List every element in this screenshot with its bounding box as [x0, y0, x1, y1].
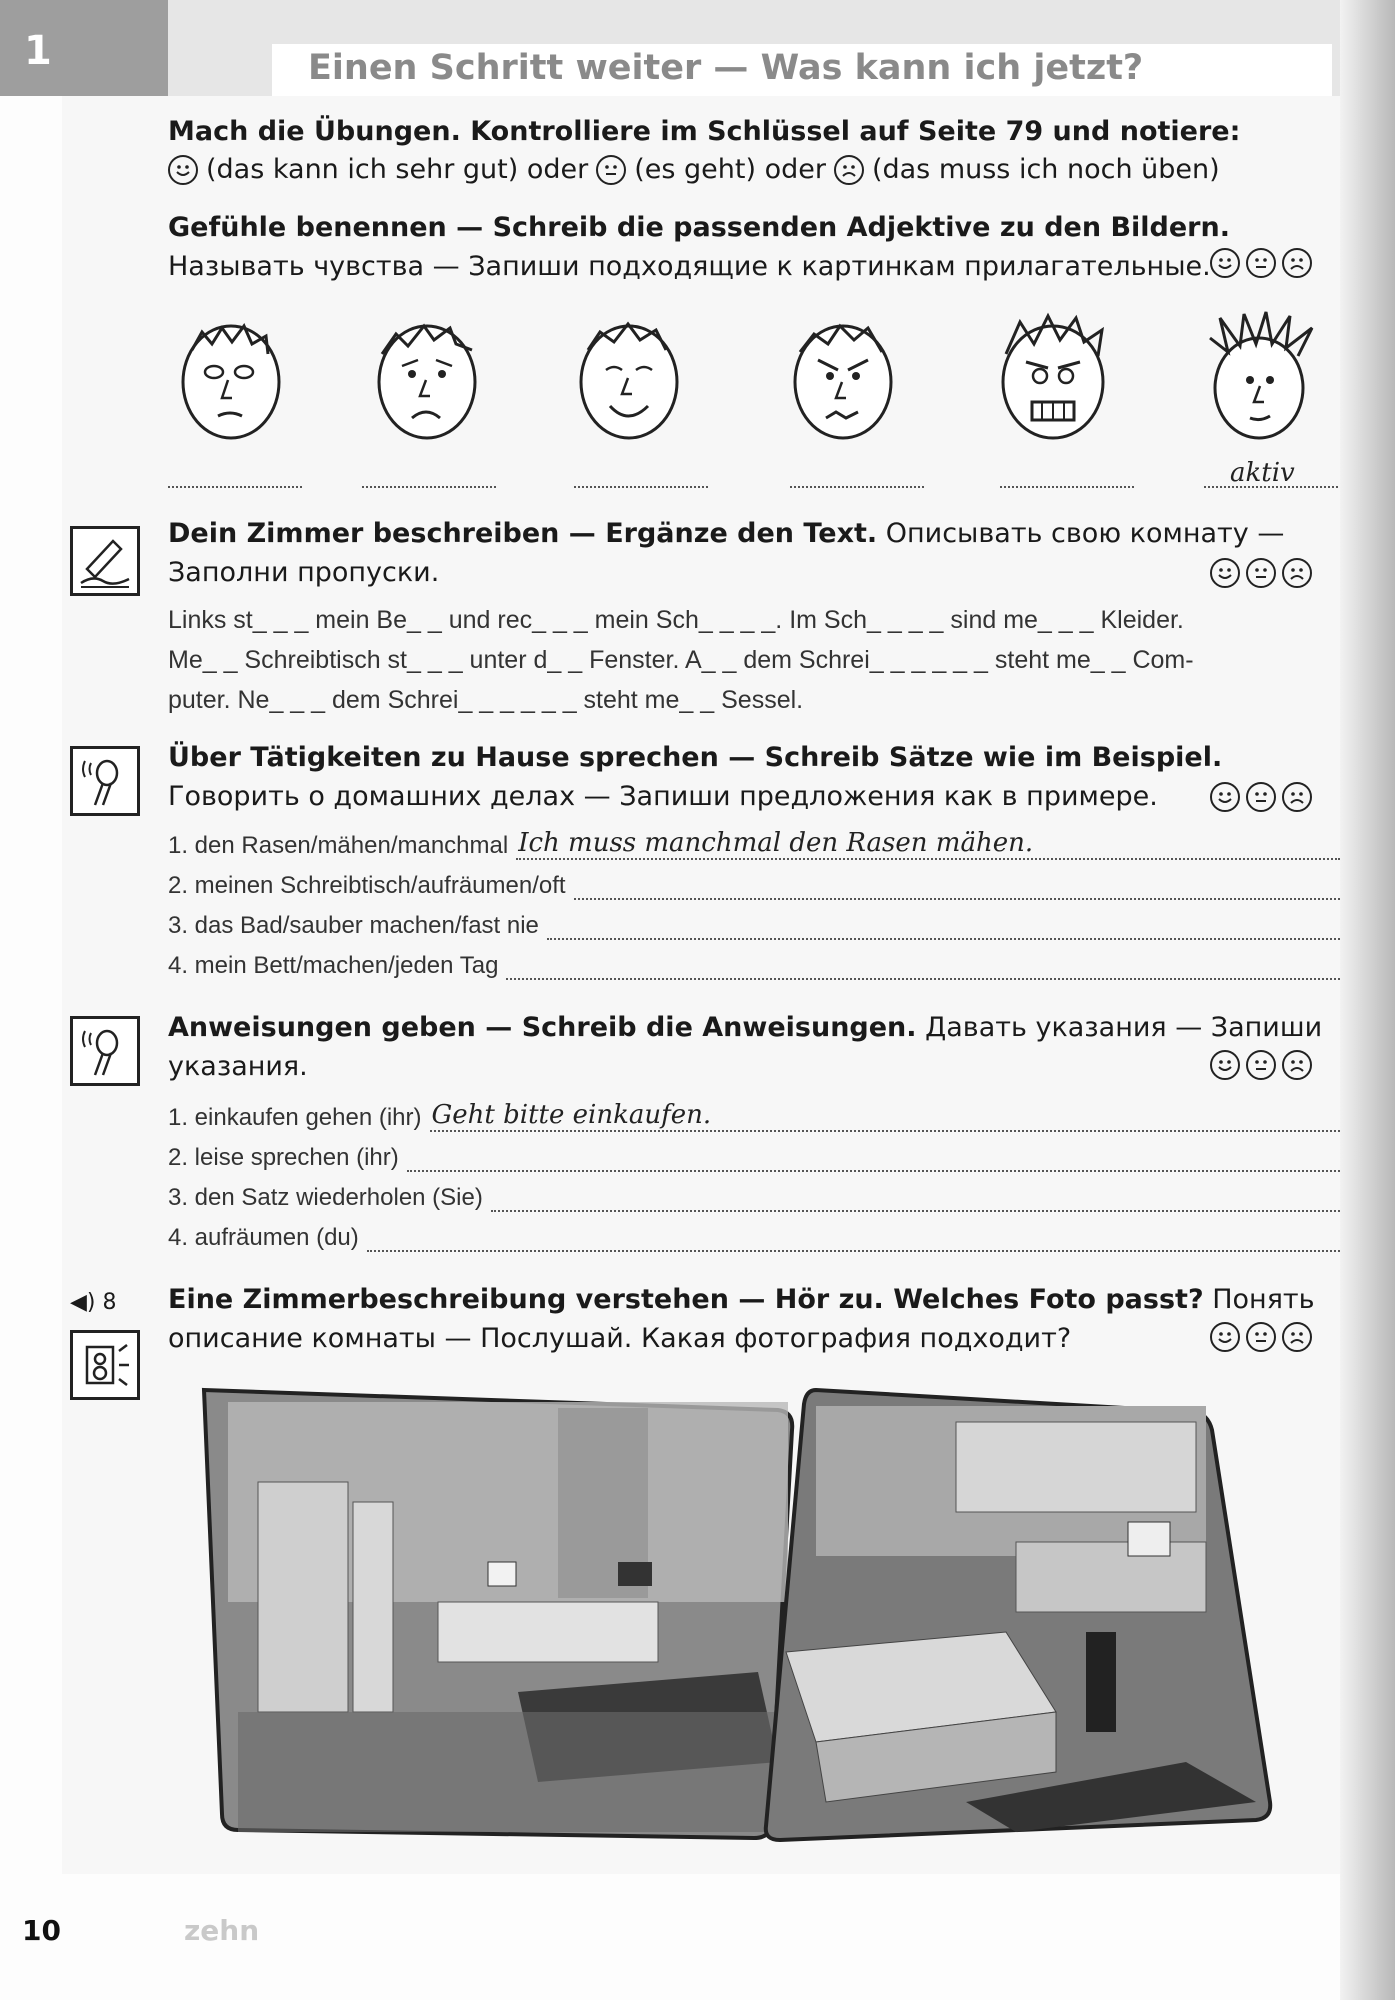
rating-legend: [168, 150, 1340, 189]
ex3-item-label: 3. das Bad/sauber machen/fast nie: [168, 912, 539, 939]
ex5-instructions: [168, 1280, 1340, 1358]
ex2-title-de: Dein Zimmer beschreiben — Ergänze den Text.: [168, 518, 878, 549]
smiley-neutral-icon[interactable]: [1246, 1322, 1276, 1352]
ex1-title-ru: Называть чувства — Запиши подходящие к картинкам прилагательные.: [168, 251, 1211, 282]
smiley-neutral-icon: [596, 155, 626, 185]
ex2-rating[interactable]: [1210, 558, 1312, 588]
listening-icon: [70, 1330, 140, 1400]
legend-good-text: (das kann ich sehr gut) oder: [206, 154, 589, 185]
ex3-item-3: [168, 912, 1340, 940]
ex4-answer-field[interactable]: [430, 1100, 1341, 1132]
ex4-item-label: 3. den Satz wiederholen (Sie): [168, 1184, 483, 1211]
ex1-answer-2[interactable]: [362, 464, 496, 488]
ex3-answer-field[interactable]: [516, 828, 1340, 860]
ex2-instructions: [168, 514, 1340, 592]
ex3-item-4: [168, 952, 1340, 980]
ex3-instructions: [168, 738, 1340, 816]
face-sad-drawing: [368, 310, 486, 442]
ex3-title-ru: Говорить о домашних делах — Запиши предложения как в примере.: [168, 781, 1158, 812]
ex4-item-4: [168, 1224, 1340, 1252]
smiley-neutral-icon[interactable]: [1246, 782, 1276, 812]
ex2-text-line-2: Me_ _ Schreibtisch st_ _ _ unter d_ _ Fenster. A_ _ dem Schrei_ _ _ _ _ _ steht me_ _ Com-: [168, 646, 1194, 674]
ex5-rating[interactable]: [1210, 1322, 1312, 1352]
smiley-happy-icon[interactable]: [1210, 782, 1240, 812]
ex3-answer-field[interactable]: [574, 876, 1340, 900]
legend-ok-text: (es geht) oder: [634, 154, 826, 185]
smiley-sad-icon[interactable]: [1282, 782, 1312, 812]
ex3-answer-field[interactable]: [506, 956, 1340, 980]
ex3-answer-field[interactable]: [547, 916, 1340, 940]
ex2-text-line-3: puter. Ne_ _ _ dem Schrei_ _ _ _ _ _ steht me_ _ Sessel.: [168, 686, 804, 714]
ex2-text-line-1: Links st_ _ _ mein Be_ _ und rec_ _ _ mein Sch_ _ _ _. Im Sch_ _ _ _ sind me_ _ _ Kleider.: [168, 606, 1184, 634]
ex1-answer-6-text: aktiv: [1230, 458, 1295, 488]
ex3-item-2: [168, 872, 1340, 900]
smiley-happy-icon[interactable]: [1210, 1050, 1240, 1080]
ex4-title-ru: Давать указания — Запиши указания.: [168, 1012, 1323, 1082]
ex1-instructions: [168, 208, 1340, 286]
intro-instructions: [168, 112, 1340, 151]
ex3-item-label: 1. den Rasen/mähen/manchmal: [168, 832, 509, 859]
audio-track[interactable]: [70, 1290, 117, 1315]
unit-number: 1: [24, 28, 52, 74]
ex1-answer-4[interactable]: [790, 464, 924, 488]
ex4-item-1: [168, 1100, 1340, 1132]
ex1-title-de: Gefühle benennen — Schreib die passenden Adjektive zu den Bildern.: [168, 212, 1230, 243]
room-photo-2[interactable]: [756, 1382, 1276, 1842]
face-angry-drawing: [784, 310, 902, 442]
ex3-item-label: 2. meinen Schreibtisch/aufräumen/oft: [168, 872, 566, 899]
ex4-item-label: 1. einkaufen gehen (ihr): [168, 1104, 422, 1131]
speaker-icon[interactable]: ◀): [70, 1290, 96, 1315]
room-photo-1[interactable]: [198, 1382, 798, 1842]
page-title: Einen Schritt weiter — Was kann ich jetzt?: [272, 44, 1332, 96]
smiley-happy-icon[interactable]: [1210, 558, 1240, 588]
ex4-item-3: [168, 1184, 1340, 1212]
ex1-answer-3[interactable]: [574, 464, 708, 488]
ex4-rating[interactable]: [1210, 1050, 1312, 1080]
ex4-item-label: 2. leise sprechen (ihr): [168, 1144, 399, 1171]
ex5-title-de: Eine Zimmerbeschreibung verstehen — Hör zu. Welches Foto passt?: [168, 1284, 1204, 1315]
face-happy-drawing: [570, 310, 688, 442]
ex1-rating[interactable]: [1210, 248, 1312, 278]
ex4-answer-field[interactable]: [491, 1188, 1340, 1212]
smiley-happy-icon: [168, 155, 198, 185]
ex3-rating[interactable]: [1210, 782, 1312, 812]
ex4-answer-text: Geht bitte einkaufen.: [431, 1100, 712, 1130]
ex4-title-de: Anweisungen geben — Schreib die Anweisungen.: [168, 1012, 917, 1043]
smiley-neutral-icon[interactable]: [1246, 1050, 1276, 1080]
ex1-answer-6[interactable]: [1204, 458, 1338, 488]
unit-badge: [0, 0, 168, 96]
smiley-sad-icon[interactable]: [1282, 1050, 1312, 1080]
intro-line: Mach die Übungen. Kontrolliere im Schlüssel auf Seite 79 und notiere:: [168, 116, 1241, 147]
smiley-neutral-icon[interactable]: [1246, 558, 1276, 588]
smiley-neutral-icon[interactable]: [1246, 248, 1276, 278]
ex2-title-ru: Описывать свою комнату — Заполни пропуски.: [168, 518, 1285, 588]
smiley-sad-icon: [834, 155, 864, 185]
smiley-sad-icon[interactable]: [1282, 1322, 1312, 1352]
smiley-happy-icon[interactable]: [1210, 1322, 1240, 1352]
face-tired-drawing: [172, 310, 290, 442]
smiley-happy-icon[interactable]: [1210, 248, 1240, 278]
page-number: 10: [22, 1914, 61, 1947]
smiley-sad-icon[interactable]: [1282, 558, 1312, 588]
ex3-item-label: 4. mein Bett/machen/jeden Tag: [168, 952, 499, 979]
face-active-drawing: [1200, 310, 1318, 442]
audio-track-number: 8: [102, 1290, 117, 1315]
ex3-answer-text: Ich muss manchmal den Rasen mähen.: [518, 828, 1034, 858]
ex1-answer-1[interactable]: [168, 464, 302, 488]
ex3-title-de: Über Tätigkeiten zu Hause sprechen — Schreib Sätze wie im Beispiel.: [168, 742, 1223, 773]
page-edge-shadow: [1340, 0, 1395, 2000]
ex3-item-1: [168, 828, 1340, 860]
speaking-icon: [70, 746, 140, 816]
page-number-word: zehn: [184, 1914, 260, 1947]
ex1-answer-5[interactable]: [1000, 464, 1134, 488]
legend-bad-text: (das muss ich noch üben): [871, 154, 1220, 185]
speaking-icon: [70, 1016, 140, 1086]
ex5-title-ru: Понять описание комнаты — Послушай. Какая фотография подходит?: [168, 1284, 1315, 1354]
ex4-item-label: 4. aufräumen (du): [168, 1224, 359, 1251]
face-furious-drawing: [994, 310, 1112, 442]
ex4-answer-field[interactable]: [407, 1148, 1340, 1172]
ex4-item-2: [168, 1144, 1340, 1172]
ex4-instructions: [168, 1008, 1340, 1086]
ex4-answer-field[interactable]: [367, 1228, 1340, 1252]
writing-icon: [70, 526, 140, 596]
smiley-sad-icon[interactable]: [1282, 248, 1312, 278]
